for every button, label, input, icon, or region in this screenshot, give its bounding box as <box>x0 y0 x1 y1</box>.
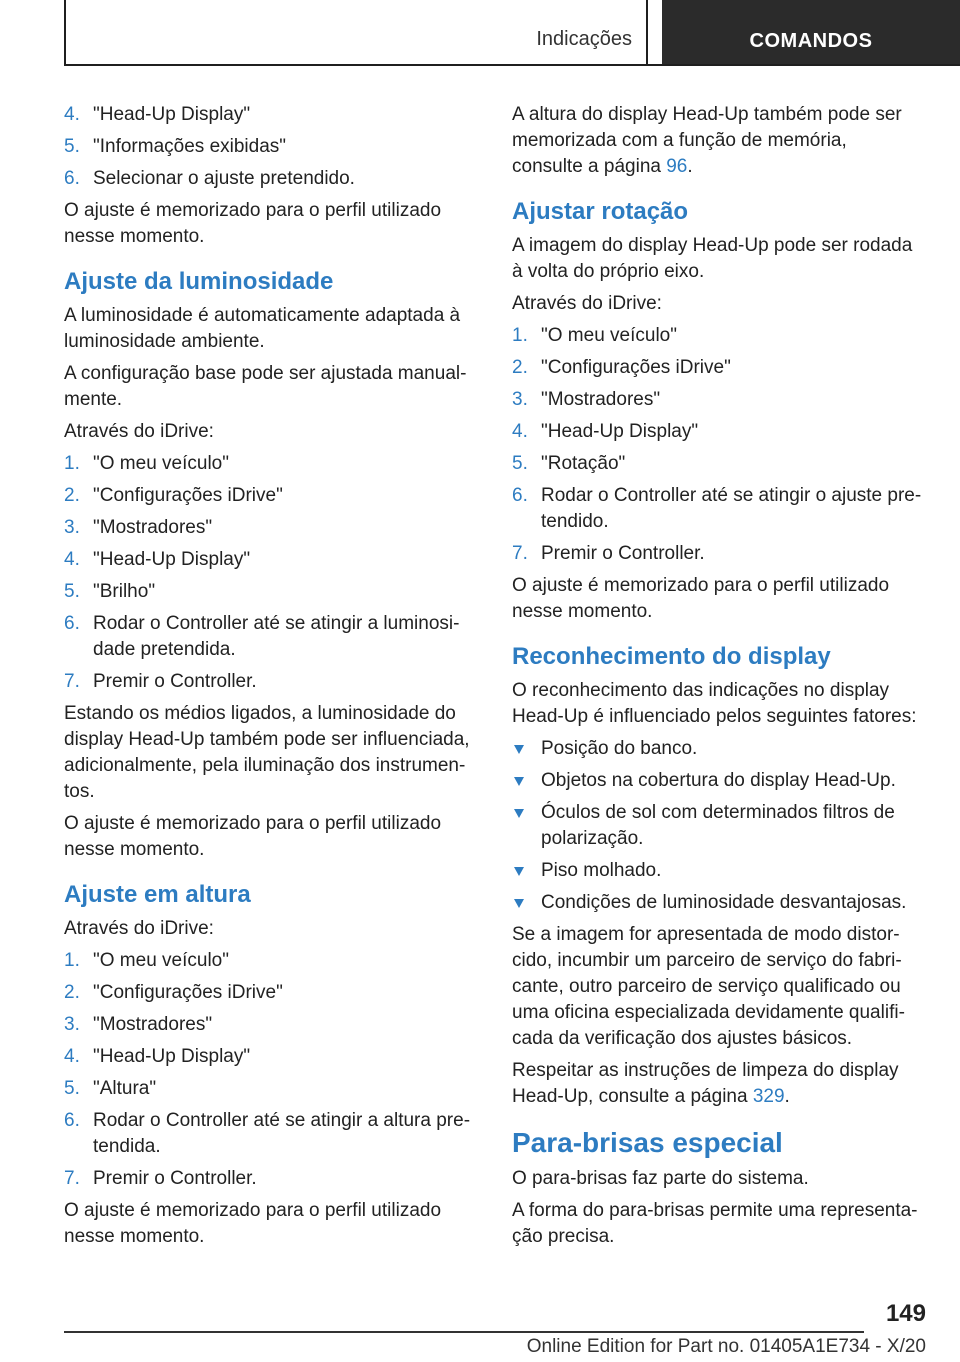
paragraph: A imagem do display Head-Up pode ser rodada à volta do próprio eixo. <box>512 235 913 282</box>
heading-rotation: Ajustar rotação <box>512 198 689 225</box>
list-item: 2. "Configurações iDrive" <box>64 982 283 1003</box>
list-item: 7. Premir o Controller. <box>64 1168 257 1189</box>
triangle-bullet-icon <box>514 899 524 908</box>
paragraph: Através do iDrive: <box>64 918 214 939</box>
paragraph: O ajuste é memorizado para o perfil utilizado nesse momento. <box>64 813 442 860</box>
list-item: 7. Premir o Controller. <box>512 543 705 564</box>
paragraph: Através do iDrive: <box>64 421 214 442</box>
page-link-96[interactable]: 96 <box>666 156 688 177</box>
header-chapter-label: COMANDOS <box>749 30 873 52</box>
steps-list-rotation <box>512 323 922 567</box>
steps-list-continued <box>64 102 474 192</box>
paragraph: O ajuste é memorizado para o perfil utilizado nesse momento. <box>512 575 890 622</box>
heading-luminosity: Ajuste da luminosidade <box>64 268 334 295</box>
header-rule <box>64 64 960 66</box>
list-item: 1. "O meu veículo" <box>64 950 229 971</box>
footer-rule <box>64 1331 864 1333</box>
list-item: 2. "Configurações iDrive" <box>64 485 283 506</box>
heading-recognition: Reconhecimento do display <box>512 643 831 670</box>
paragraph: Se a imagem for apresentada de modo distor-cido, incumbir um parceiro de serviço do fabri-cante, outro parceiro de serviço qualificado ou uma oficina especializada devidamente qualifi-cada da verificação dos ajustes básicos. <box>512 924 905 1049</box>
paragraph: A luminosidade é automaticamente adaptada à luminosidade ambiente. <box>64 305 461 352</box>
left-column <box>64 102 474 1256</box>
list-item: 2. "Configurações iDrive" <box>512 357 731 378</box>
triangle-bullet-icon <box>514 809 524 818</box>
list-item: 6. Rodar o Controller até se atingir a luminosi-dade pretendida. <box>64 613 460 660</box>
header-section-tab <box>64 0 648 64</box>
right-column <box>512 102 922 1256</box>
list-item: 4. "Head-Up Display" <box>64 1046 251 1067</box>
triangle-bullet-icon <box>514 745 524 754</box>
list-item: 1. "O meu veículo" <box>512 325 677 346</box>
steps-list-height <box>64 948 474 1192</box>
paragraph: O ajuste é memorizado para o perfil utilizado nesse momento. <box>64 1200 442 1247</box>
list-item: 3. "Mostradores" <box>512 389 661 410</box>
paragraph: Respeitar as instruções de limpeza do display Head-Up, consulte a página 329. <box>512 1060 899 1107</box>
paragraph: Estando os médios ligados, a luminosidade do display Head-Up também pode ser influenciada, adicionalmente, pela iluminação dos instrumen-tos. <box>64 703 470 802</box>
list-item: 3. "Mostradores" <box>64 1014 213 1035</box>
paragraph: A altura do display Head-Up também pode ser memorizada com a função de memória, consulte a página 96. <box>512 104 902 177</box>
footer-edition: Online Edition for Part no. 01405A1E734 - X/20 <box>526 1336 926 1357</box>
triangle-bullet-icon <box>514 867 524 876</box>
paragraph: O para-brisas faz parte do sistema. <box>512 1168 809 1189</box>
list-item: 7. Premir o Controller. <box>64 671 257 692</box>
list-item: 6. Rodar o Controller até se atingir o ajuste pre-tendido. <box>512 485 922 532</box>
paragraph: O reconhecimento das indicações no display Head-Up é influenciado pelos seguintes fatores: <box>512 680 917 727</box>
heading-windshield: Para-brisas especial <box>512 1127 783 1158</box>
list-item: 5. "Altura" <box>64 1078 157 1099</box>
list-item: Piso molhado. <box>512 858 922 884</box>
list-item: 5. "Brilho" <box>64 581 156 602</box>
list-item: 4. "Head-Up Display" <box>64 104 251 125</box>
paragraph: O ajuste é memorizado para o perfil utilizado nesse momento. <box>64 200 442 247</box>
triangle-bullet-icon <box>514 777 524 786</box>
list-item: 3. "Mostradores" <box>64 517 213 538</box>
list-item: 5. "Informações exibidas" <box>64 136 287 157</box>
paragraph: Através do iDrive: <box>512 293 662 314</box>
page-link-329[interactable]: 329 <box>752 1086 785 1107</box>
list-item: 6. Rodar o Controller até se atingir a altura pre-tendida. <box>64 1110 471 1157</box>
list-item: 4. "Head-Up Display" <box>64 549 251 570</box>
factors-list <box>512 736 922 916</box>
header-chapter-tab <box>662 0 960 64</box>
heading-height: Ajuste em altura <box>64 881 251 908</box>
header-section-label: Indicações <box>536 28 632 50</box>
paragraph: A configuração base pode ser ajustada manual-mente. <box>64 363 467 410</box>
list-item: 4. "Head-Up Display" <box>512 421 699 442</box>
steps-list-luminosity <box>64 451 474 695</box>
list-item: 5. "Rotação" <box>512 453 626 474</box>
list-item: Óculos de sol com determinados filtros de polarização. <box>512 800 922 852</box>
list-item: 1. "O meu veículo" <box>64 453 229 474</box>
list-item: 6. Selecionar o ajuste pretendido. <box>64 168 355 189</box>
list-item: Posição do banco. <box>512 736 922 762</box>
list-item: Objetos na cobertura do display Head-Up. <box>512 768 922 794</box>
paragraph: A forma do para-brisas permite uma representa-ção precisa. <box>512 1200 918 1247</box>
page-number: 149 <box>885 1300 926 1327</box>
list-item: Condições de luminosidade desvantajosas. <box>512 890 922 916</box>
